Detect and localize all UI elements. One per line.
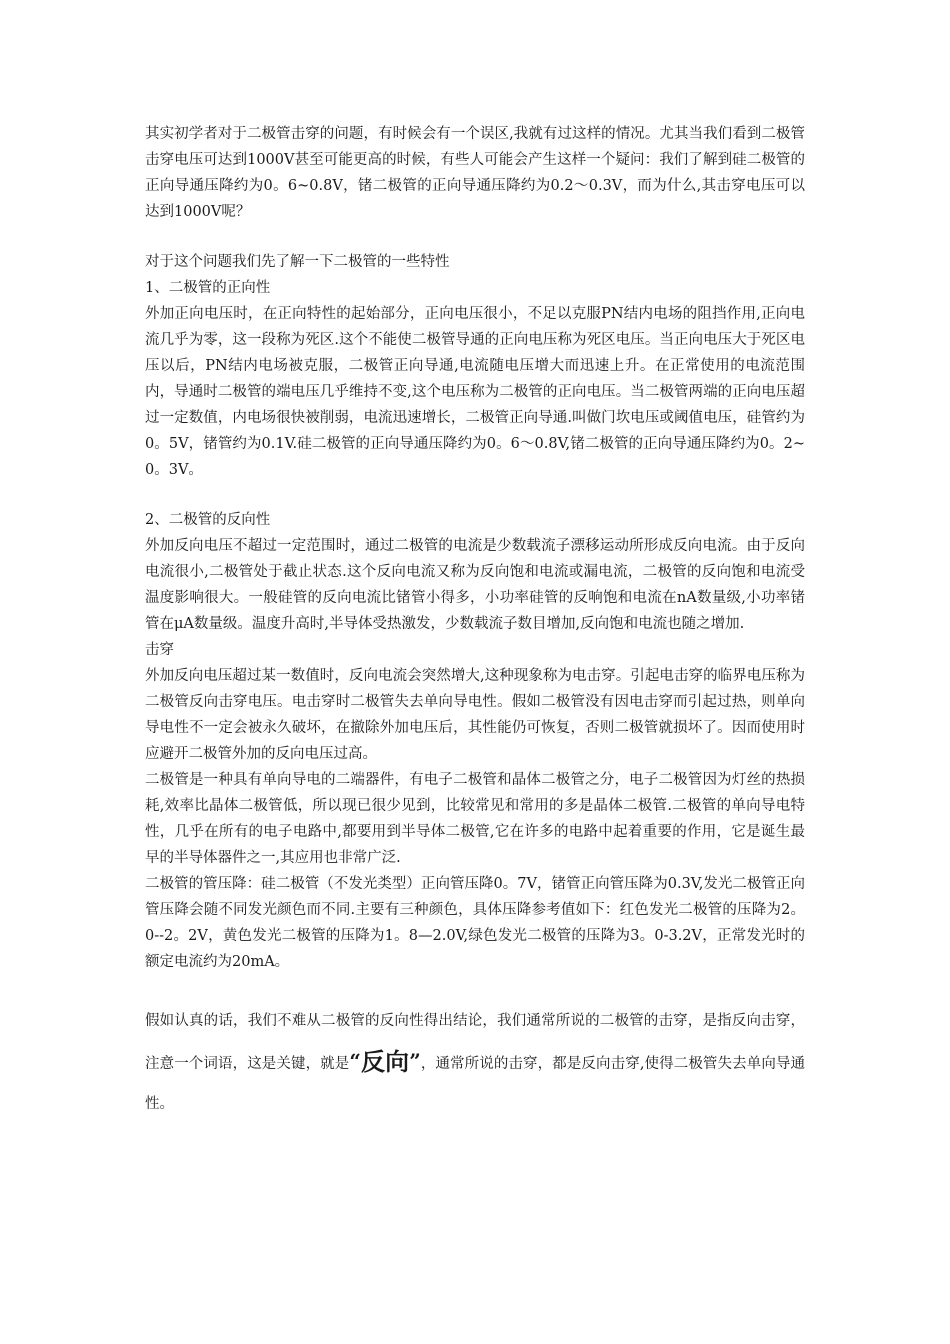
reverse-characteristic-paragraph: 外加反向电压不超过一定范围时，通过二极管的电流是少数载流子漂移运动所形成反向电流。由于反向电流很小,二极管处于截止状态.这个反向电流又称为反向饱和电流或漏电流，二极管的反向饱和电流受温度影响很大。一般硅管的反向电流比锗管小得多，小功率硅管的反响饱和电流在nA数量级,小功率锗管在μA数量级。温度升高时,半导体受热激发，少数载流子数目增加,反向饱和电流也随之增加. — [145, 538, 805, 632]
diode-overview-paragraph: 二极管是一种具有单向导电的二端器件，有电子二极管和晶体二极管之分，电子二极管因为灯丝的热损耗,效率比晶体二极管低，所以现已很少见到，比较常见和常用的多是晶体二极管.二极管的单向导电特性，几乎在所有的电子电路中,都要用到半导体二极管,它在许多的电路中起着重要的作用，它是诞生最早的半导体器件之一,其应用也非常广泛. — [145, 772, 805, 866]
conclusion-text-start: 假如认真的话，我们不难从二极管的反向性得出结论，我们通常所说的二极管的击穿，是指反向击穿，注意一个词语，这是关键，就是 — [145, 1013, 805, 1072]
section-heading-forward: 1、二极管的正向性 — [145, 280, 271, 296]
intro-paragraph: 其实初学者对于二极管击穿的问题，有时候会有一个误区,我就有过这样的情况。尤其当我们看到二极管击穿电压可达到1000V甚至可能更高的时候，有些人可能会产生这样一个疑问：我们了解到硅二极管的正向导通压降约为0。6~0.8V，锗二极管的正向导通压降约为0.2～0.3V，而为什么,其击穿电压可以达到1000V呢？ — [145, 126, 805, 220]
spacer — [145, 225, 805, 249]
breakdown-paragraph: 外加反向电压超过某一数值时，反向电流会突然增大,这种现象称为电击穿。引起电击穿的临界电压称为二极管反向击穿电压。电击穿时二极管失去单向导电性。假如二极管没有因电击穿而引起过热，则单向导电性不一定会被永久破坏，在撤除外加电压后，其性能仍可恢复，否则二极管就损坏了。因而使用时应避开二极管外加的反向电压过高。 — [145, 668, 805, 762]
close-quote: ” — [409, 1049, 421, 1073]
section-heading-reverse: 2、二极管的反向性 — [145, 512, 271, 528]
forward-characteristic-paragraph: 外加正向电压时，在正向特性的起始部分，正向电压很小，不足以克服PN结内电场的阻挡作用,正向电流几乎为零，这一段称为死区.这个不能使二极管导通的正向电压称为死区电压。当正向电压大于死区电压以后，PN结内电场被克服，二极管正向导通,电流随电压增大而迅速上升。在正常使用的电流范围内，导通时二极管的端电压几乎维持不变,这个电压称为二极管的正向电压。当二极管两端的正向电压超过一定数值，内电场很快被削弱，电流迅速增长，二极管正向导通.叫做门坎电压或阈值电压，硅管约为0。5V，锗管约为0.1V.硅二极管的正向导通压降约为0。6～0.8V,锗二极管的正向导通压降约为0。2~0。3V。 — [145, 306, 805, 478]
conclusion-text-end: ，通常所说的击穿，都是反向击穿,使得二极管失去单向导通性。 — [145, 1056, 806, 1112]
document-page — [145, 121, 805, 1124]
voltage-drop-paragraph: 二极管的管压降：硅二极管（不发光类型）正向管压降0。7V，锗管正向管压降为0.3V,发光二极管正向管压降会随不同发光颜色而不同.主要有三种颜色，具体压降参考值如下：红色发光二极管的压降为2。0--2。2V，黄色发光二极管的压降为1。8—2.0V,绿色发光二极管的压降为3。0-3.2V，正常发光时的额定电流约为20mA。 — [145, 876, 805, 970]
conclusion-paragraph — [145, 1001, 805, 1124]
emphasis-word: 反向 — [360, 1048, 410, 1076]
lead-paragraph: 对于这个问题我们先了解一下二极管的一些特性 — [145, 254, 450, 270]
open-quote: “ — [349, 1049, 361, 1073]
spacer — [145, 975, 805, 1001]
section-heading-breakdown: 击穿 — [145, 642, 174, 658]
spacer — [145, 483, 805, 507]
